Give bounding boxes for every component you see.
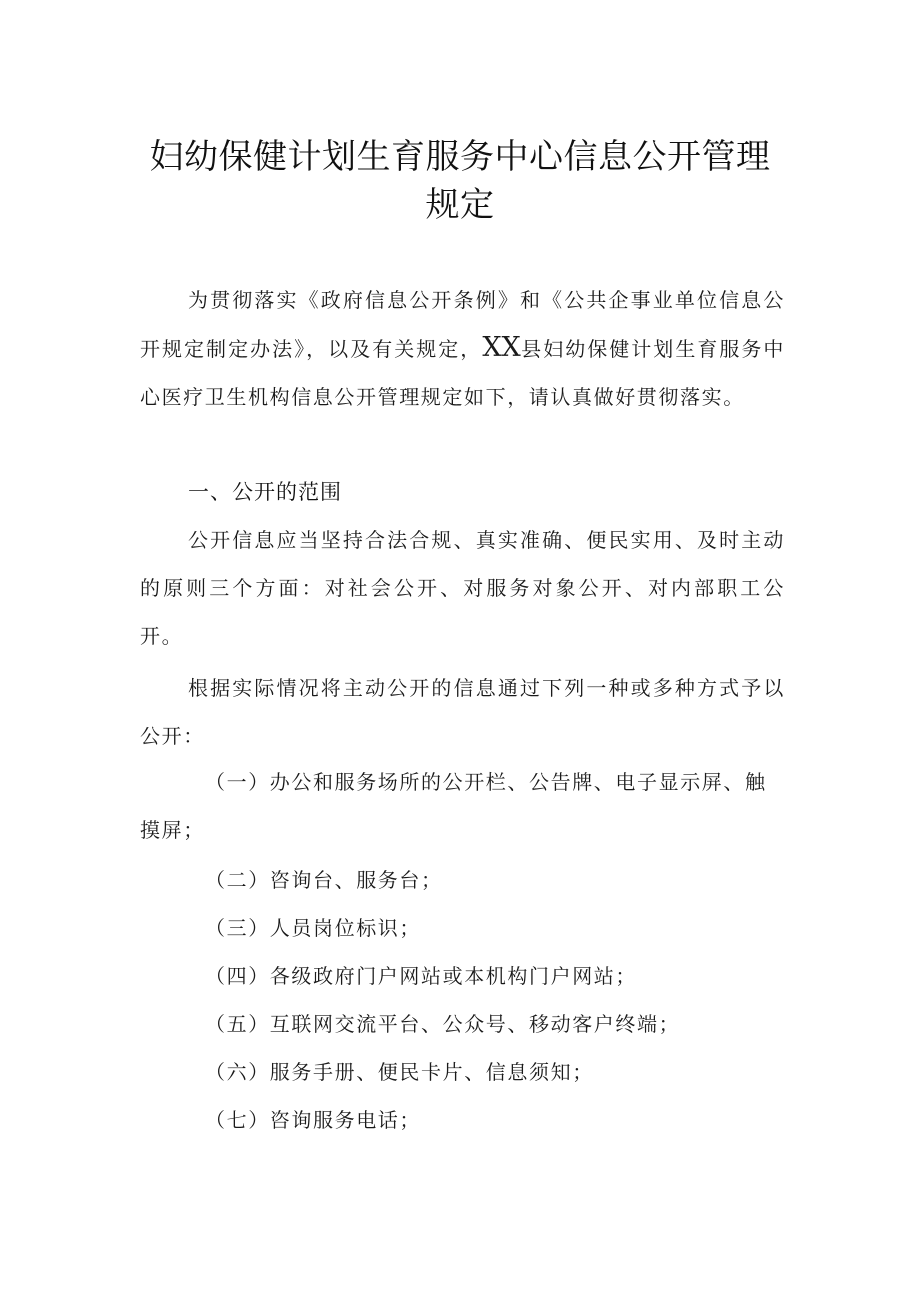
section-1-paragraph-2: 根据实际情况将主动公开的信息通过下列一种或多种方式予以公开： — [140, 676, 785, 748]
document-title-line-1: 妇幼保健计划生育服务中心信息公开管理 — [149, 137, 771, 177]
section-1-heading: 一、公开的范围 — [188, 480, 342, 504]
list-item: （七）咨询服务电话； — [205, 1108, 421, 1132]
list-item: （五）互联网交流平台、公众号、移动客户终端； — [205, 1012, 681, 1036]
list-item: （四）各级政府门户网站或本机构门户网站； — [205, 964, 637, 988]
county-placeholder: XX — [482, 332, 521, 363]
list-item: （三）人员岗位标识； — [205, 916, 421, 940]
intro-text-part-1: 为贯彻落实《政府信息公开条例》和《公共企事业单位信息公开规定制定办法》，以及有关规定， — [140, 288, 785, 361]
list-item: （六）服务手册、便民卡片、信息须知； — [205, 1060, 594, 1084]
document-title-line-2: 规定 — [425, 185, 495, 225]
section-1-paragraph-1: 公开信息应当坚持合法合规、真实准确、便民实用、及时主动的原则三个方面：对社会公开、对服务对象公开、对内部职工公开。 — [140, 528, 785, 648]
list-item: （一）办公和服务场所的公开栏、公告牌、电子显示屏、触摸屏； — [140, 770, 767, 842]
list-item: （二）咨询台、服务台； — [205, 868, 443, 892]
intro-text-part-2: 县妇幼保健计划生育服务中心医疗卫生机构信息公开管理规定如下，请认真做好贯彻落实。 — [140, 337, 785, 409]
intro-paragraph — [140, 276, 785, 421]
